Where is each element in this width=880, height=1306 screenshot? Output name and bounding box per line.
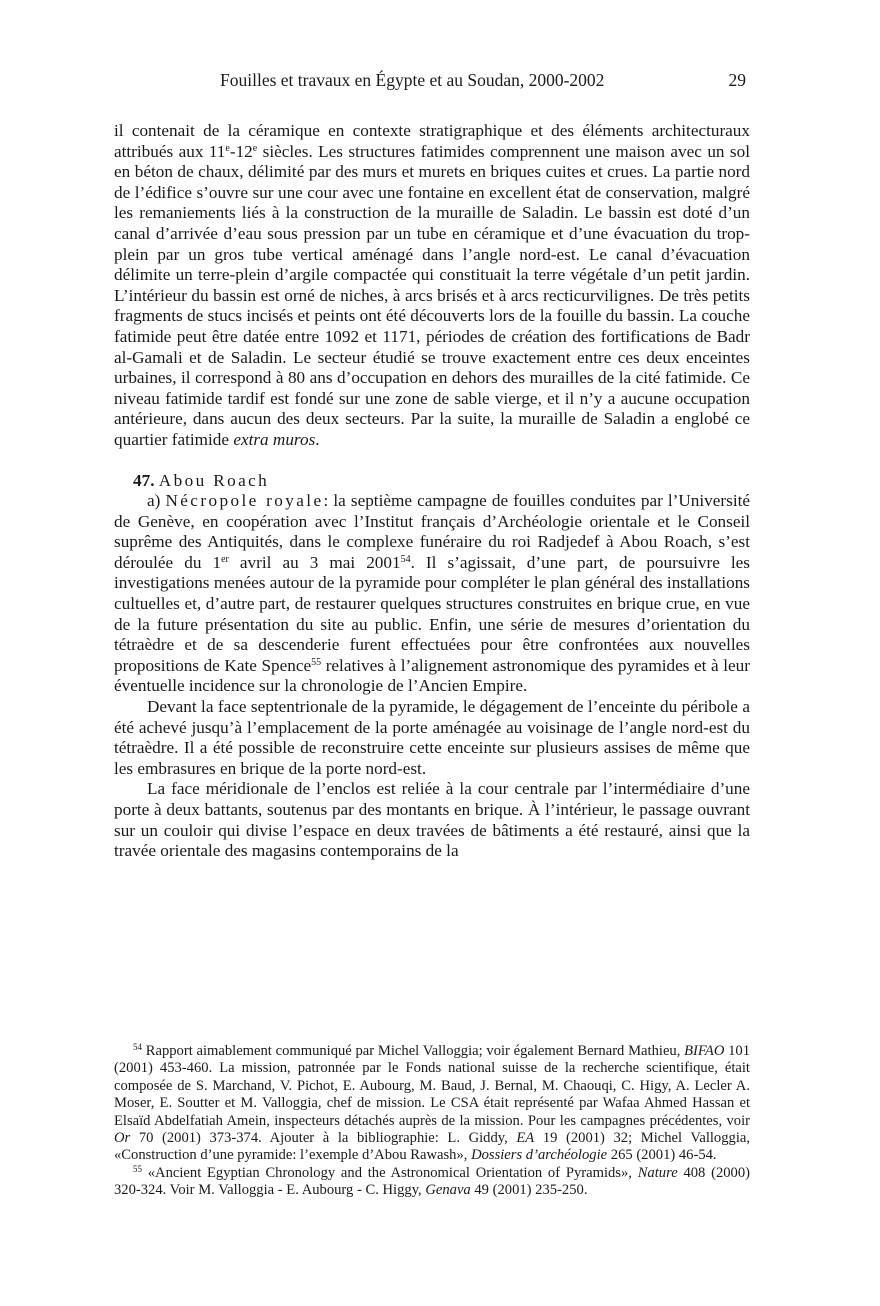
section-gap bbox=[114, 451, 750, 471]
intro-paragraph: il contenait de la céramique en contexte stratigraphique et des éléments architecturaux attribués aux 11e-12e siècles. Les structures fatimides comprennent une maison avec un sol en béton de chaux, délimité par des murs et murets en briques cuites et crues. La partie nord de l’édifice s’ouvre sur une cour avec une fontaine en excellent état de conservation, malgré les remaniements liés à la construction de la muraille de Saladin. Le bassin est doté d’un canal d’arrivée d’eau sous pression par un tube en céramique et d’une évacuation du trop-plein par un gros tube vertical aménagé dans l’angle nord-est. Le canal d’évacuation délimite un terre-plein d’argile compactée qui constituait la terre végétale d’un petit jardin. L’intérieur du bassin est orné de niches, à arcs brisés et à arcs recticurvilignes. De très petits fragments de stucs incisés et peints ont été découverts lors de la fouille du bassin. La couche fatimide peut être datée entre 1092 et 1171, périodes de création des fortifications de Badr al-Gamali et de Saladin. Le secteur étudié se trouve exactement entre ces deux enceintes urbaines, il correspond à 80 ans d’occupation en dehors des murailles de la cité fatimide. Ce niveau fatimide tardif est fondé sur une zone de sable vierge, et il n’y a aucune occupation antérieure, dans aucun des deux secteurs. Par la suite, la muraille de Saladin a englobé ce quartier fatimide extra muros. bbox=[114, 121, 750, 449]
paragraph-face-septentrionale: Devant la face septentrionale de la pyramide, le dégagement de l’enceinte du péribole a été achevé jusqu’à l’emplacement de la porte aménagée au voisinage de l’angle nord-est du tétraèdre. Il a été possible de reconstruire cette enceinte sur plusieurs assises de même que les embrasures en brique de la porte nord-est. bbox=[114, 697, 750, 778]
subsection-heading: Nécropole royale bbox=[165, 491, 324, 511]
extra-muros-italic: extra muros bbox=[233, 429, 316, 449]
footnote-55: $^{55}$ «Ancient Egyptian Chronology and the Astronomical Orientation of Pyramids», Nature 408 (2000) 320-324. Voir M. Valloggia - E. Aubourg - C. Higgy, Genava 49 (2001) 235-250. bbox=[114, 1163, 750, 1199]
paragraph-face-meridionale: La face méridionale de l’enclos est reliée à la cour centrale par l’intermédiaire d’une porte à deux battants, soutenus par des montants en brique. À l’intérieur, le passage ouvrant sur un couloir qui divise l’espace en deux travées de bâtiments a été restauré, ainsi que la travée orientale des magasins contemporains de la bbox=[114, 779, 750, 861]
footnote-ref-54: 54 bbox=[400, 553, 411, 565]
running-title: Fouilles et travaux en Égypte et au Soudan, 2000-2002 bbox=[220, 70, 605, 90]
running-header bbox=[114, 70, 750, 96]
section-number: 47. bbox=[133, 470, 155, 490]
paragraph-necropole: a) Nécropole royale: la septième campagne de fouilles conduites par l’Université de Genève, en coopération avec l’Institut français d’Archéologie orientale et le Conseil suprême des Antiquités, dans le complexe funéraire du roi Radjedef à Abou Roach, s’est déroulée du 1er avril au 3 mai 2001$^{54}$. Il s’agissait, d’une part, de poursuivre les investigations menées autour de la pyramide pour compléter le plan général des installations cultuelles et, d’autre part, de restaurer quelques structures construites en brique crue, en vue de la future présentation du site au public. Enfin, une série de mesures d’orientation du tétraèdre et de sa descenderie furent effectuées pour être confrontées aux nouvelles propositions de Kate Spence$^{55}$ relatives à l’alignement astronomique des pyramides et à leur éventuelle incidence sur la chronologie de l’Ancien Empire. bbox=[114, 491, 750, 696]
footnote-ref-55: 55 bbox=[311, 656, 322, 668]
main-text bbox=[114, 121, 750, 862]
section-heading bbox=[114, 471, 750, 492]
section-name: Abou Roach bbox=[158, 470, 270, 490]
footnote-54: $^{54}$ Rapport aimablement communiqué par Michel Valloggia; voir également Bernard Mathieu, BIFAO 101 (2001) 453-460. La mission, patronnée par le Fonds national suisse de la recherche scientifique, était composée de S. Marchand, V. Pichot, E. Aubourg, M. Baud, J. Bernal, M. Chaouqi, C. Higy, A. Lecler A. Moser, E. Soutter et M. Valloggia, chef de mission. Le CSA était représenté par Wafaa Ahmed Hassan et Elsaïd Abdelfatiah Amein, inspecteurs détachés auprès de la mission. Pour les campagnes précédentes, voir Or 70 (2001) 373-374. Ajouter à la bibliographie: L. Giddy, EA 19 (2001) 32; Michel Valloggia, «Construction d’une pyramide: l’exemple d’Abou Rawash», Dossiers d’archéologie 265 (2001) 46-54. bbox=[114, 1042, 750, 1164]
page-number: 29 bbox=[728, 70, 746, 90]
footnotes bbox=[114, 1043, 750, 1200]
